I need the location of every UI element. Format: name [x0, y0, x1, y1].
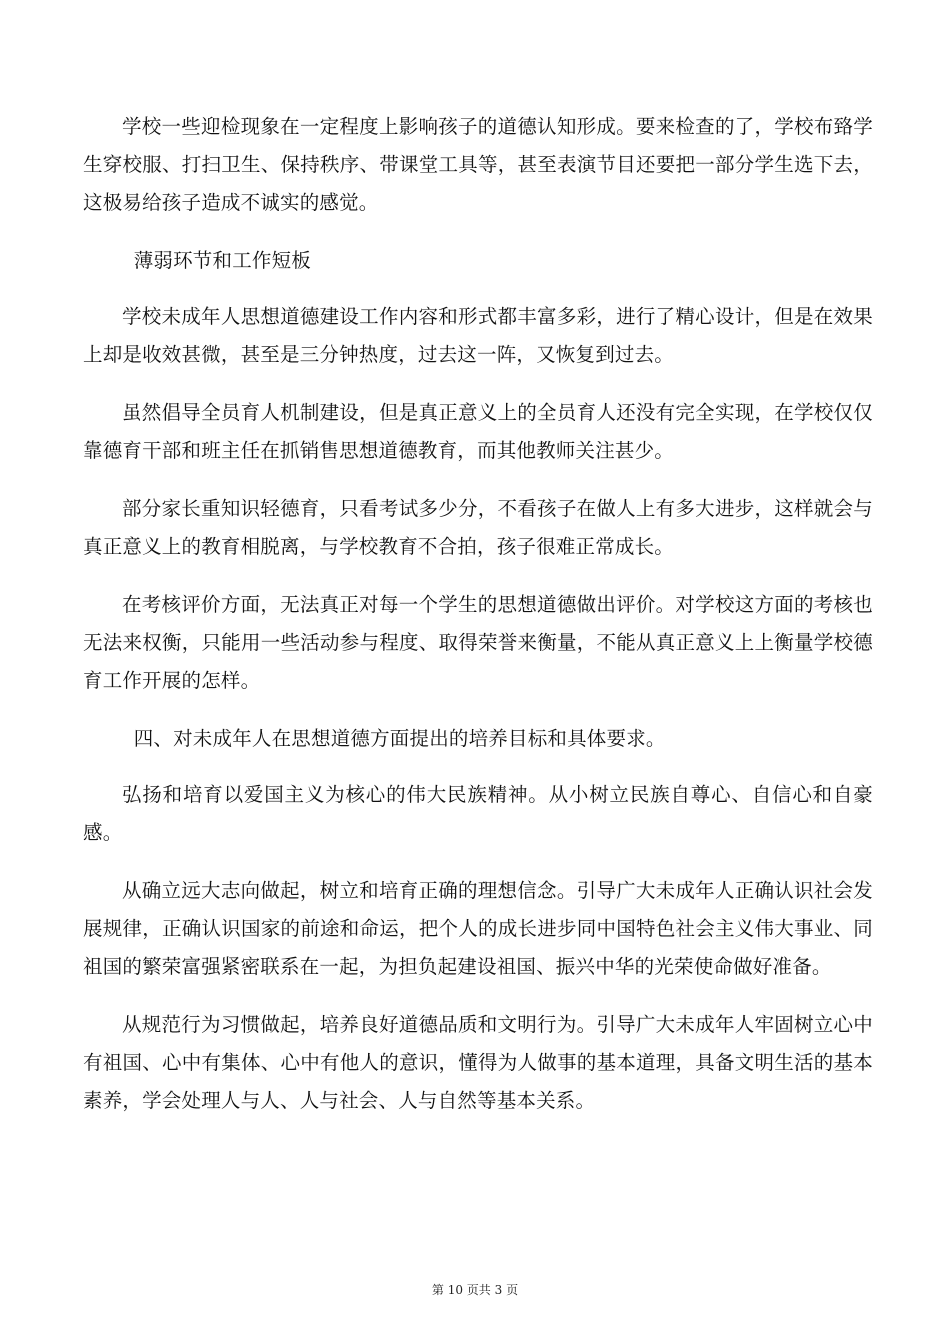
paragraph: 学校未成年人思想道德建设工作内容和形式都丰富多彩，进行了精心设计，但是在效果上却是收效甚微，甚至是三分钟热度，过去这一阵，又恢复到过去。	[83, 305, 873, 366]
paragraph: 虽然倡导全员育人机制建设，但是真正意义上的全员育人还没有完全实现，在学校仅仅靠德育干部和班主任在抓销售思想道德教育，而其他教师关注甚少。	[83, 401, 873, 462]
paragraph: 学校一些迎检现象在一定程度上影响孩子的道德认知形成。要来检查的了，学校布臵学生穿校服、打扫卫生、保持秩序、带课堂工具等，甚至表演节目还要把一部分学生选下去，这极易给孩子造成不诚实的感觉。	[83, 115, 873, 214]
page-footer: 第 10 页共 3 页	[431, 1283, 519, 1297]
paragraph: 从规范行为习惯做起，培养良好道德品质和文明行为。引导广大未成年人牢固树立心中有祖国、心中有集体、心中有他人的意识，懂得为人做事的基本道理，具备文明生活的基本素养，学会处理人与人、人与社会、人与自然等基本关系。	[83, 1013, 873, 1112]
paragraph: 弘扬和培育以爱国主义为核心的伟大民族精神。从小树立民族自尊心、自信心和自豪感。	[83, 783, 873, 844]
paragraph: 从确立远大志向做起，树立和培育正确的理想信念。引导广大未成年人正确认识社会发展规律，正确认识国家的前途和命运，把个人的成长进步同中国特色社会主义伟大事业、同祖国的繁荣富强紧密联系在一起，为担负起建设祖国、振兴中华的光荣使命做好准备。	[83, 879, 873, 978]
paragraph: 部分家长重知识轻德育，只看考试多少分，不看孩子在做人上有多大进步，这样就会与真正意义上的教育相脱离，与学校教育不合拍，孩子很难正常成长。	[83, 497, 873, 558]
section-heading: 四、对未成年人在思想道德方面提出的培养目标和具体要求。	[133, 727, 666, 750]
section-heading: 薄弱环节和工作短板	[133, 249, 311, 272]
document-body	[83, 108, 873, 1140]
paragraph: 在考核评价方面，无法真正对每一个学生的思想道德做出评价。对学校这方面的考核也无法来权衡，只能用一些活动参与程度、取得荣誉来衡量，不能从真正意义上上衡量学校德育工作开展的怎样。	[83, 593, 873, 692]
